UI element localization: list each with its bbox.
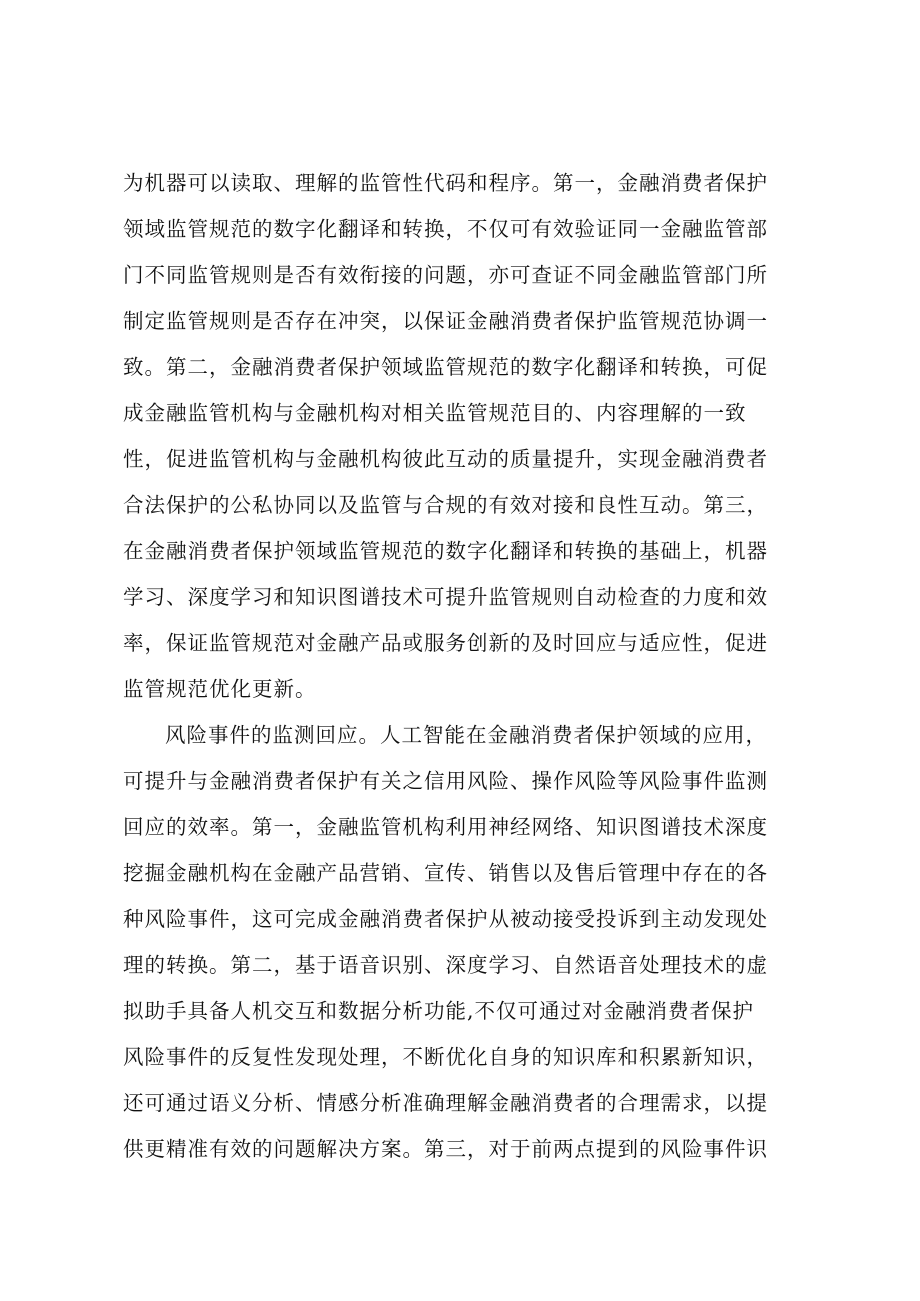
text-line: 种风险事件，这可完成金融消费者保护从被动接受投诉到主动发现处 bbox=[123, 907, 768, 931]
text-line: 风险事件的监测回应。人工智能在金融消费者保护领域的应用， bbox=[165, 723, 767, 747]
text-line: 拟助手具备人机交互和数据分析功能,不仅可通过对金融消费者保护 bbox=[123, 999, 755, 1023]
text-line: 还可通过语义分析、情感分析准确理解金融消费者的合理需求，以提 bbox=[123, 1091, 768, 1115]
text-line: 学习、深度学习和知识图谱技术可提升监管规则自动检查的力度和效 bbox=[123, 585, 768, 609]
text-line: 在金融消费者保护领域监管规范的数字化翻译和转换的基础上，机器 bbox=[123, 539, 768, 563]
text-line: 门不同监管规则是否有效衔接的问题，亦可查证不同金融监管部门所 bbox=[123, 263, 768, 287]
text-line: 监管规范优化更新。 bbox=[123, 677, 317, 701]
text-line: 合法保护的公私协同以及监管与合规的有效对接和良性互动。第三， bbox=[123, 493, 768, 517]
text-line: 供更精准有效的问题解决方案。第三，对于前两点提到的风险事件识 bbox=[123, 1137, 768, 1161]
text-line: 领域监管规范的数字化翻译和转换，不仅可有效验证同一金融监管部 bbox=[123, 217, 768, 241]
text-line: 制定监管规则是否存在冲突，以保证金融消费者保护监管规范协调一 bbox=[123, 309, 768, 333]
text-line: 理的转换。第二，基于语音识别、深度学习、自然语音处理技术的虚 bbox=[123, 953, 768, 977]
text-line: 为机器可以读取、理解的监管性代码和程序。第一，金融消费者保护 bbox=[123, 171, 768, 195]
text-line: 风险事件的反复性发现处理，不断优化自身的知识库和积累新知识， bbox=[123, 1045, 768, 1069]
text-line: 挖掘金融机构在金融产品营销、宣传、销售以及售后管理中存在的各 bbox=[123, 861, 768, 885]
text-line: 可提升与金融消费者保护有关之信用风险、操作风险等风险事件监测 bbox=[123, 769, 768, 793]
text-line: 致。第二，金融消费者保护领域监管规范的数字化翻译和转换，可促 bbox=[123, 355, 768, 379]
text-line: 性，促进监管机构与金融机构彼此互动的质量提升，实现金融消费者 bbox=[123, 447, 768, 471]
text-line: 成金融监管机构与金融机构对相关监管规范目的、内容理解的一致 bbox=[123, 401, 747, 425]
text-line: 率，保证监管规范对金融产品或服务创新的及时回应与适应性，促进 bbox=[123, 631, 768, 655]
text-line: 回应的效率。第一，金融监管机构利用神经网络、知识图谱技术深度 bbox=[123, 815, 768, 839]
